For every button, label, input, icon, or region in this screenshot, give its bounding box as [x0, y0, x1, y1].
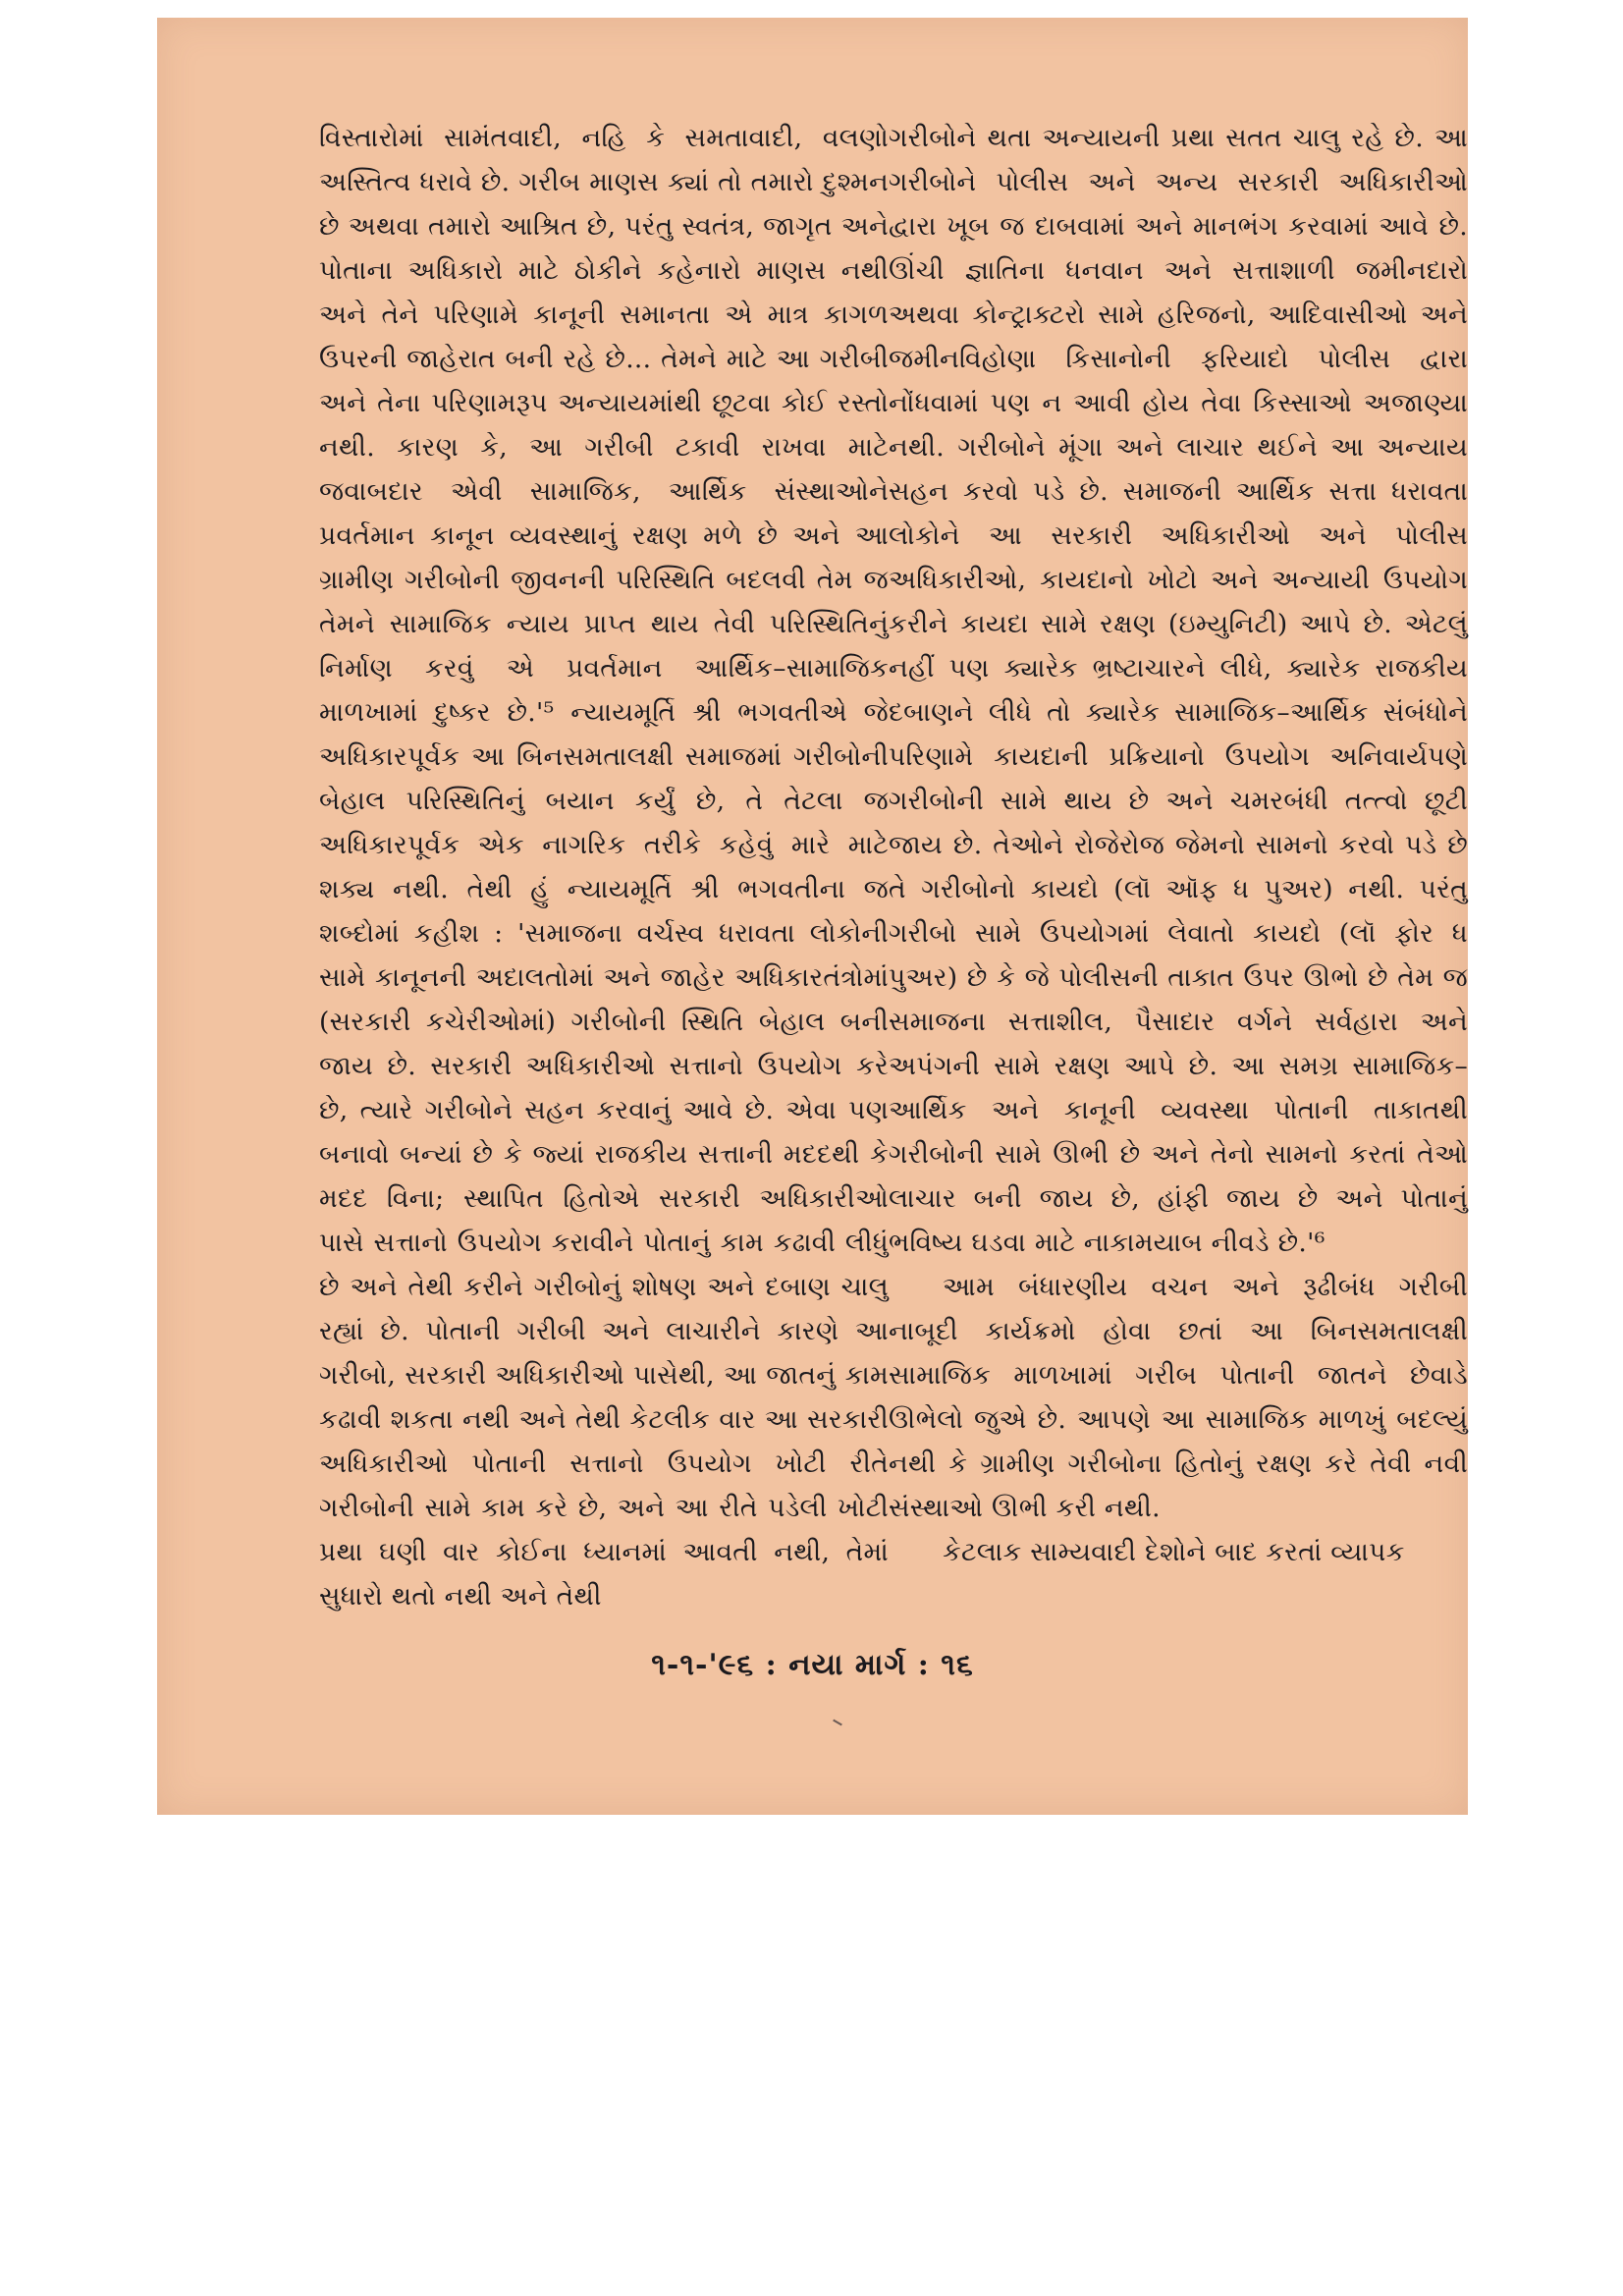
- left-column-paragraph: વિસ્તારોમાં સામંતવાદી, નહિ કે સમતાવાદી, વલણો અસ્તિત્વ ધરાવે છે. ગરીબ માણસ ક્યાં તો તમારો દુશ્મન છે અથવા તમારો આશ્રિત છે, પરંતુ સ્વતંત્ર, જાગૃત અને પોતાના અધિકારો માટે ઠોકીને કહેનારો માણસ નથી અને તેને પરિણામે કાનૂની સમાનતા એ માત્ર કાગળ ઉપરની જાહેરાત બની રહે છે... તેમને માટે આ ગરીબી અને તેના પરિણામરૂપ અન્યાયમાંથી છૂટવા કોઈ રસ્તો નથી. કારણ કે, આ ગરીબી ટકાવી રાખવા માટે જવાબદાર એવી સામાજિક, આર્થિક સંસ્થાઓને પ્રવર્તમાન કાનૂન વ્યવસ્થાનું રક્ષણ મળે છે અને આ ગ્રામીણ ગરીબોની જીવનની પરિસ્થિતિ બદલવી તેમ જ તેમને સામાજિક ન્યાય પ્રાપ્ત થાય તેવી પરિસ્થિતિનું નિર્માણ કરવું એ પ્રવર્તમાન આર્થિક–સામાજિક માળખામાં દુષ્કર છે.'⁵ ન્યાયમૂર્તિ શ્રી ભગવતીએ જે અધિકારપૂર્વક આ બિનસમતાલક્ષી સમાજમાં ગરીબોની બેહાલ પરિસ્થિતિનું બયાન કર્યું છે, તે તેટલા જ અધિકારપૂર્વક એક નાગરિક તરીકે કહેવું મારે માટે શક્ય નથી. તેથી હું ન્યાયમૂર્તિ શ્રી ભગવતીના જ શબ્દોમાં કહીશ : 'સમાજના વર્ચસ્વ ધરાવતા લોકોની સામે કાનૂનની અદાલતોમાં અને જાહેર અધિકારતંત્રોમાં (સરકારી કચેરીઓમાં) ગરીબોની સ્થિતિ બેહાલ બની જાય છે. સરકારી અધિકારીઓ સત્તાનો ઉપયોગ કરે છે, ત્યારે ગરીબોને સહન કરવાનું આવે છે. એવા પણ બનાવો બન્યાં છે કે જ્યાં રાજકીય સત્તાની મદદથી કે મદદ વિના; સ્થાપિત હિતોએ સરકારી અધિકારીઓ પાસે સત્તાનો ઉપયોગ કરાવીને પોતાનું કામ કઢાવી લીધું છે અને તેથી કરીને ગરીબોનું શોષણ અને દબાણ ચાલુ રહ્યાં છે. પોતાની ગરીબી અને લાચારીને કારણે આ ગરીબો, સરકારી અધિકારીઓ પાસેથી, આ જાતનું કામ કઢાવી શકતા નથી અને તેથી કેટલીક વાર આ સરકારી અધિકારીઓ પોતાની સત્તાનો ઉપયોગ ખોટી રીતે ગરીબોની સામે કામ કરે છે, અને આ રીતે પડેલી ખોટી પ્રથા ઘણી વાર કોઈના ધ્યાનમાં આવતી નથી, તેમાં સુધારો થતો નથી અને તેથી: [319, 123, 889, 1612]
- scan-speck: [833, 1720, 842, 1726]
- right-column-paragraph-1: ગરીબોને થતા અન્યાયની પ્રથા સતત ચાલુ રહે છે. આ ગરીબોને પોલીસ અને અન્ય સરકારી અધિકારીઓ દ્વારા ખૂબ જ દાબવામાં અને માનભંગ કરવામાં આવે છે. ઊંચી જ્ઞાતિના ધનવાન અને સત્તાશાળી જમીનદારો અથવા કોન્ટ્રાક્ટરો સામે હરિજનો, આદિવાસીઓ અને જમીનવિહોણા કિસાનોની ફરિયાદો પોલીસ દ્વારા નોંધવામાં પણ ન આવી હોય તેવા કિસ્સાઓ અજાણ્યા નથી. ગરીબોને મૂંગા અને લાચાર થઈને આ અન્યાય સહન કરવો પડે છે. સમાજની આર્થિક સત્તા ધરાવતા લોકોને આ સરકારી અધિકારીઓ અને પોલીસ અધિકારીઓ, કાયદાનો ખોટો અને અન્યાયી ઉપયોગ કરીને કાયદા સામે રક્ષણ (ઇમ્યુનિટી) આપે છે. એટલું નહીં પણ ક્યારેક ભ્રષ્ટાચારને લીધે, ક્યારેક રાજકીય દબાણને લીધે તો ક્યારેક સામાજિક–આર્થિક સંબંધોને પરિણામે કાયદાની પ્રક્રિયાનો ઉપયોગ અનિવાર્યપણે ગરીબોની સામે થાય છે અને ચમરબંધી તત્ત્વો છૂટી જાય છે. તેઓને રોજેરોજ જેમનો સામનો કરવો પડે છે તે ગરીબોનો કાયદો (લૉ ઑફ ધ પુઅર) નથી. પરંતુ ગરીબો સામે ઉપયોગમાં લેવાતો કાયદો (લૉ ફોર ધ પુઅર) છે કે જે પોલીસની તાકાત ઉપર ઊભો છે તેમ જ સમાજના સત્તાશીલ, પૈસાદાર વર્ગને સર્વહારા અને અપંગની સામે રક્ષણ આપે છે. આ સમગ્ર સામાજિક–આર્થિક અને કાનૂની વ્યવસ્થા પોતાની તાકાતથી ગરીબોની સામે ઊભી છે અને તેનો સામનો કરતાં તેઓ લાચાર બની જાય છે, હાંફી જાય છે અને પોતાનું ભવિષ્ય ઘડવા માટે નાકામયાબ નીવડે છે.'⁶: [889, 123, 1468, 1258]
- scanned-page: [157, 18, 1468, 1815]
- right-column-paragraph-3: કેટલાક સામ્યવાદી દેશોને બાદ કરતાં વ્યાપક: [943, 1537, 1405, 1567]
- left-column: [319, 116, 889, 1618]
- page-footer: ૧-૧-'૯૬ : નયા માર્ગ : ૧૬: [651, 1648, 974, 1682]
- right-column-paragraph-2: આમ બંધારણીય વચન અને રૂઢીબંધ ગરીબી નાબૂદી કાર્યક્રમો હોવા છતાં આ બિનસમતાલક્ષી સામાજિક માળખામાં ગરીબ પોતાની જાતને છેવાડે ઊભેલો જુએ છે. આપણે આ સામાજિક માળખું બદલ્યું નથી કે ગ્રામીણ ગરીબોના હિતોનું રક્ષણ કરે તેવી નવી સંસ્થાઓ ઊભી કરી નથી.: [889, 1272, 1468, 1523]
- right-column: [889, 116, 1468, 1574]
